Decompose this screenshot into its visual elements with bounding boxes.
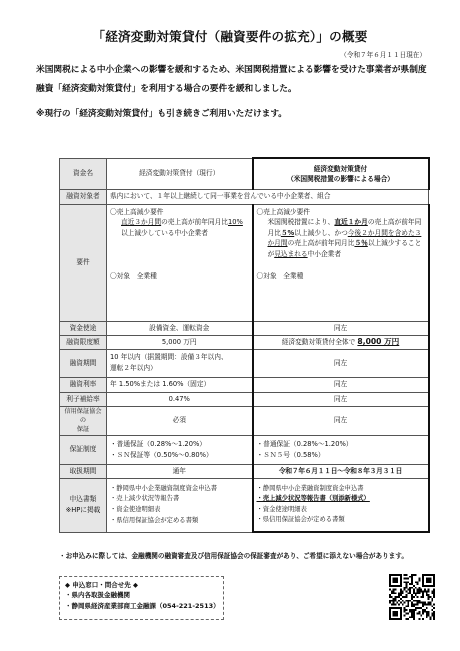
documents-label-line2: ※HPに掲載 xyxy=(65,506,101,514)
target-value: 県内において、１年以上継続して同一事業を営んでいる中小企業者、組合 xyxy=(107,189,429,204)
system-new-line2: ・ＳＮ５号（0.58%） xyxy=(256,450,325,459)
req-current-head: 〇売上高減少要件 xyxy=(110,207,164,216)
limit-new-pre: 経済変動対策貸付全体で xyxy=(281,337,358,346)
req-new-t0: 米国関税措置により、 xyxy=(267,218,335,227)
documents-label-line1: 申込書類 xyxy=(69,495,97,504)
req-new-footer: 〇対象 全業種 xyxy=(256,272,304,281)
table-row xyxy=(60,335,429,349)
handling-new: 令和７年６月１１日～令和８年３月３１日 xyxy=(253,464,429,478)
table-row xyxy=(60,435,429,464)
requirements-new xyxy=(253,204,429,321)
guarantee-label-line1: 信用保証協会の xyxy=(64,408,102,424)
rate-label: 融資利率 xyxy=(60,377,107,392)
subsidy-new: 同左 xyxy=(253,392,429,406)
system-new-line1: ・普通保証（0.28%～1.20%） xyxy=(256,439,353,448)
table-row xyxy=(60,158,429,189)
table-row xyxy=(60,464,429,478)
intro-paragraph: 米国関税による中小企業への影響を緩和するため、米国関税措置による影響を受けた事業者が県制度融資「経済変動対策貸付」を利用する場合の要件を緩和しました。 xyxy=(36,65,427,94)
req-current-t2: 以上減少している中小企業者 xyxy=(121,228,208,237)
system-current-line2: ・ＳＮ保証等（0.50%～0.80%） xyxy=(110,450,213,459)
use-label: 資金使途 xyxy=(60,321,107,335)
table-row xyxy=(60,406,429,435)
subsidy-current: 0.47% xyxy=(107,392,253,406)
table-row xyxy=(60,349,429,377)
documents-new xyxy=(253,478,429,532)
doc-new-item: ・県信用保証協会が定める書類 xyxy=(256,516,345,524)
req-new-body xyxy=(257,217,425,259)
limit-current: 5,000 万円 xyxy=(107,335,253,349)
use-current: 設備資金、運転資金 xyxy=(107,321,253,335)
table-row xyxy=(60,321,429,335)
contact-item: ・県内各取扱金融機関 xyxy=(65,591,130,600)
period-current xyxy=(107,349,253,377)
system-current xyxy=(107,435,253,464)
target-label: 融資対象者 xyxy=(60,189,107,204)
req-current-body xyxy=(110,217,249,238)
header-label: 資金名 xyxy=(60,158,107,189)
handling-label: 取扱期間 xyxy=(60,464,107,478)
req-new-t3: の売上高が前年同月比 xyxy=(287,239,355,248)
table-row xyxy=(60,392,429,406)
documents-label xyxy=(60,478,107,532)
header-new-line1: 経済変動対策貸付 xyxy=(313,164,368,173)
loan-table xyxy=(59,157,430,533)
req-new-t4: 以上減少することが xyxy=(267,239,422,258)
req-current-u2: 10% xyxy=(228,218,243,227)
req-current-u1: 直近３か月間 xyxy=(121,218,162,227)
period-new: 同左 xyxy=(253,349,429,377)
contact-item: ・静岡県経済産業部商工金融課（054-221-2513） xyxy=(65,601,220,610)
guarantee-label-line2: 保証 xyxy=(76,426,90,433)
requirements-label: 要件 xyxy=(60,204,107,321)
period-label: 融資期間 xyxy=(60,349,107,377)
subsidy-label: 利子補給率 xyxy=(60,392,107,406)
limit-new-amount: 8,000 万円 xyxy=(357,336,400,346)
system-new xyxy=(253,435,429,464)
application-note: ・お申込みに際しては、金融機関の融資審査及び信用保証協会の保証審査があり、ご希望に添えない場合があります。 xyxy=(59,552,408,560)
doc-current-item: ・静岡県中小企業融資制度資金申込書 xyxy=(110,484,218,492)
use-new: 同左 xyxy=(253,321,429,335)
guarantee-new: 同左 xyxy=(253,406,429,435)
intro-note: ※現行の「経済変動対策貸付」も引き続きご利用いただけます。 xyxy=(36,108,287,119)
req-new-u4: ５％ xyxy=(354,239,368,248)
table-row xyxy=(60,189,429,204)
req-new-t5: 中小企業者 xyxy=(307,249,342,258)
doc-new-item-highlight: ・売上減少状況等報告書（別添新様式） xyxy=(256,495,370,503)
limit-new xyxy=(253,335,429,349)
header-new xyxy=(253,158,429,189)
req-new-u1: 直近１か月 xyxy=(334,218,368,227)
intro-text xyxy=(36,61,430,123)
period-current-line1: 10 年以内（据置期間：設備３年以内、 xyxy=(110,353,228,362)
table-row xyxy=(60,204,429,321)
doc-new-item: ・資金使途明細表 xyxy=(256,505,307,513)
system-current-line1: ・普通保証（0.28%～1.20%） xyxy=(110,439,206,448)
table-row xyxy=(60,478,429,532)
req-new-u2: ５% xyxy=(280,228,295,237)
req-current-t1: の売上高が前年同月比 xyxy=(161,218,228,227)
doc-current-item: ・売上減少状況等報告書 xyxy=(110,495,180,503)
rate-current: 年 1.50%または 1.60%（固定） xyxy=(107,377,253,392)
guarantee-label xyxy=(60,406,107,435)
req-current-footer: 〇対象 全業種 xyxy=(110,272,157,281)
contact-title: ◆ 申込窓口・問合せ先 ◆ xyxy=(65,581,139,589)
req-new-t2: 以上減少し、かつ xyxy=(294,228,348,237)
rate-new: 同左 xyxy=(253,377,429,392)
page-title: 「経済変動対策貸付（融資要件の拡充）」の概要 xyxy=(92,29,368,44)
doc-new-item: ・静岡県中小企業融資制度資金申込書 xyxy=(256,484,364,492)
requirements-current xyxy=(107,204,253,321)
contact-box xyxy=(59,576,224,620)
req-new-head: 〇売上高減少要件 xyxy=(256,207,310,216)
req-new-u5: 見込まれる xyxy=(274,249,308,258)
header-current: 経済変動対策貸付（現行） xyxy=(107,158,253,189)
table-row xyxy=(60,377,429,392)
system-label: 保証制度 xyxy=(60,435,107,464)
documents-current xyxy=(107,478,253,532)
doc-current-item: ・資金使途明細表 xyxy=(110,506,161,513)
period-current-line2: 運転２年以内） xyxy=(110,364,157,372)
req-new-u3: 今後２か月間を含めた３か月間 xyxy=(267,228,422,248)
limit-label: 融資限度額 xyxy=(60,335,107,349)
date-label: （令和７年６月１１日現在） xyxy=(340,51,426,59)
req-new-t1: の売上高が前年同月比 xyxy=(267,218,422,237)
handling-current: 通年 xyxy=(107,464,253,478)
qr-code-icon[interactable] xyxy=(389,574,435,620)
guarantee-current: 必須 xyxy=(107,406,253,435)
doc-current-item: ・県信用保証協会が定める書類 xyxy=(110,516,199,524)
header-new-line2: （米国関税措置の影響による場合） xyxy=(287,174,394,183)
